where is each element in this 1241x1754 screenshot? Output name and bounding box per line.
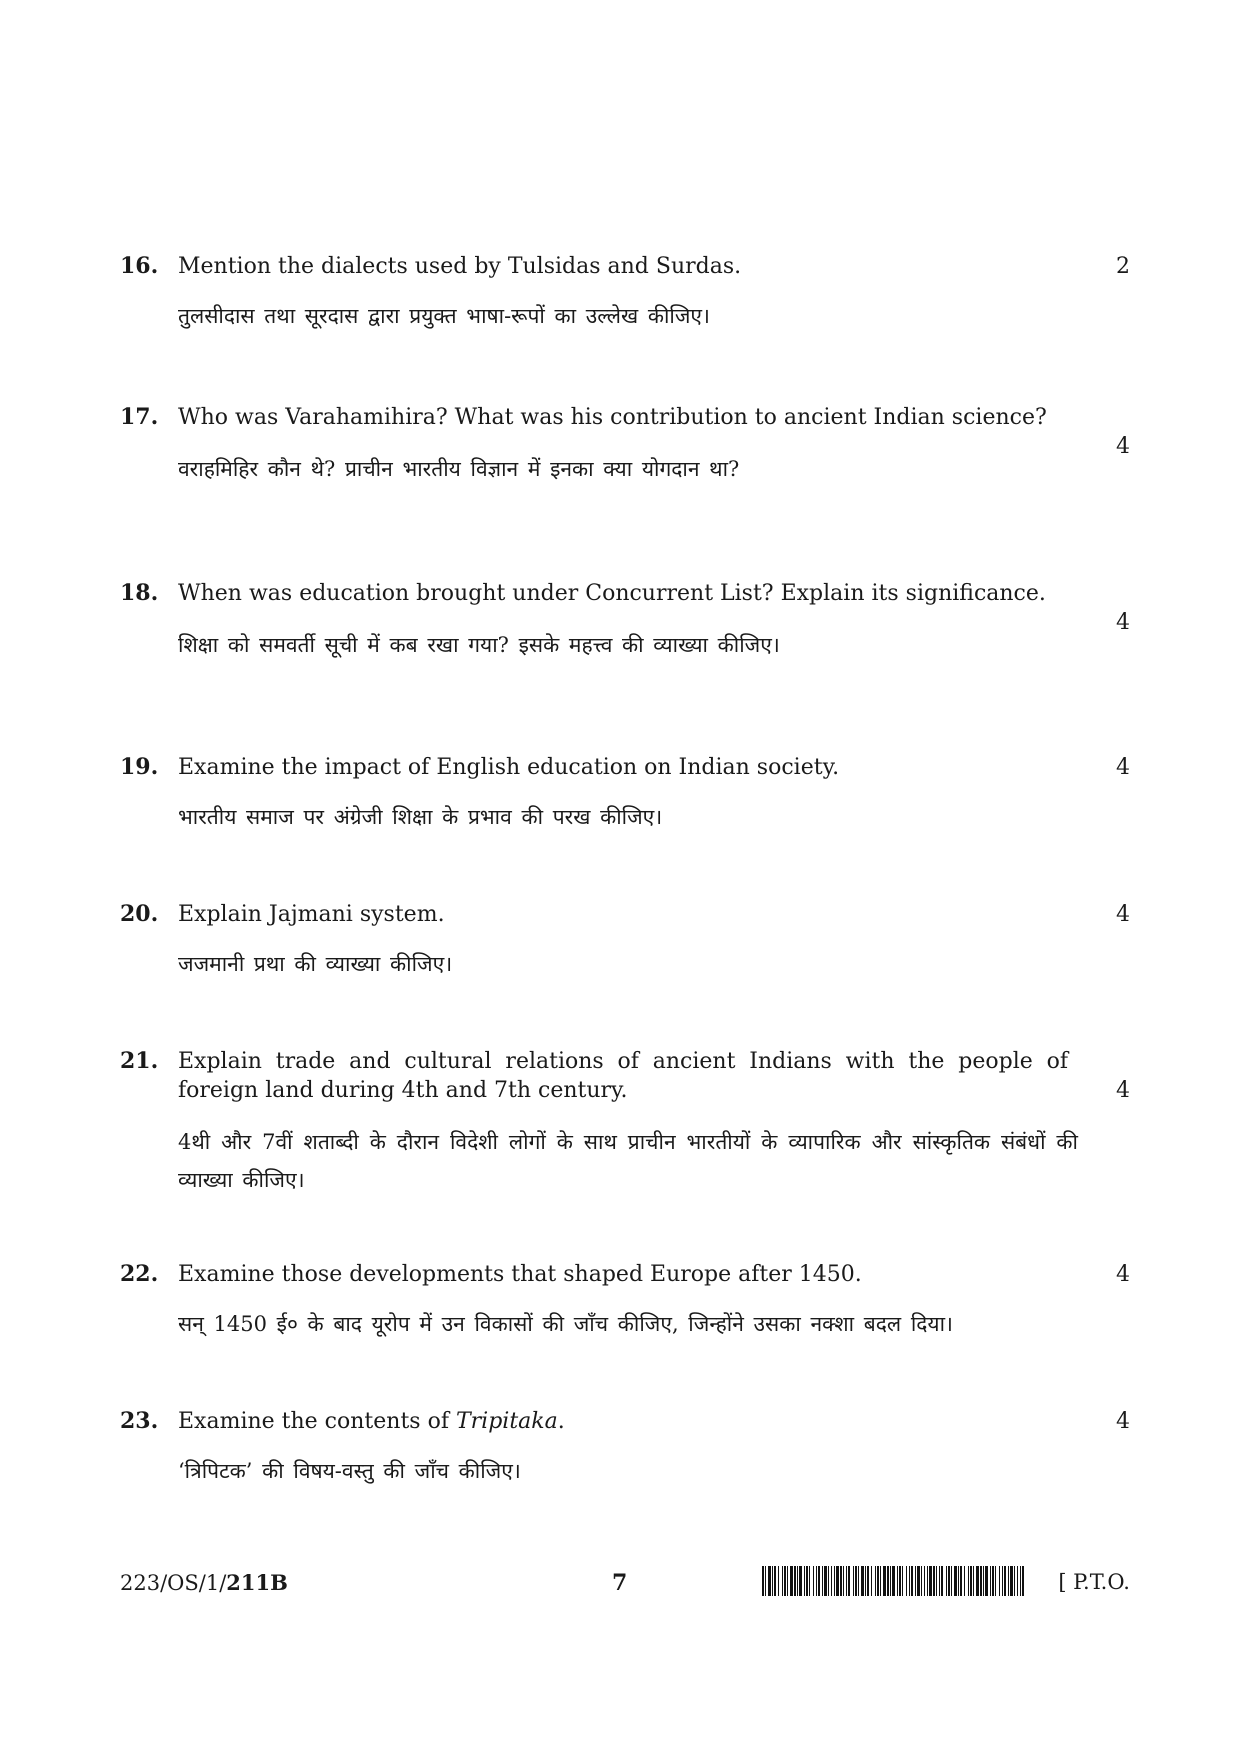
question-marks: 4 [1116, 610, 1130, 635]
question-number: 23. [120, 1408, 159, 1434]
question-16 [120, 252, 1130, 335]
question-20 [120, 900, 1130, 983]
question-text-english: Explain Jajmani system. [178, 902, 445, 927]
question-17 [120, 403, 1130, 488]
question-number: 16. [120, 253, 159, 279]
question-marks: 4 [1116, 1078, 1130, 1103]
question-text-suffix: . [557, 1409, 565, 1434]
question-marks: 2 [1116, 254, 1130, 279]
question-23 [120, 1407, 1130, 1490]
question-number: 18. [120, 580, 159, 606]
question-text-hindi: भारतीय समाज पर अंग्रेजी शिक्षा के प्रभाव की परख कीजिए। [178, 805, 663, 829]
question-text-hindi: सन् 1450 ई० के बाद यूरोप में उन विकासों की जाँच कीजिए, जिन्होंने उसका नक्शा बदल दिया। [178, 1312, 953, 1336]
question-text-english: When was education brought under Concurrent List? Explain its significance. [178, 581, 1046, 606]
question-22 [120, 1260, 1130, 1343]
question-text-english: Explain trade and cultural relations of ancient Indians with the people of foreign land during 4th and 7th century. [178, 1049, 1068, 1103]
paper-code-bold: 211B [226, 1570, 288, 1595]
question-number: 21. [120, 1048, 159, 1074]
question-number: 19. [120, 754, 159, 780]
question-text-hindi: शिक्षा को समवर्ती सूची में कब रखा गया? इसके महत्त्व की व्याख्या कीजिए। [178, 633, 780, 657]
question-text-hindi: जजमानी प्रथा की व्याख्या कीजिए। [178, 952, 453, 976]
question-text-hindi: वराहमिहिर कौन थे? प्राचीन भारतीय विज्ञान में इनका क्या योगदान था? [178, 457, 740, 481]
question-text-hindi: ‘त्रिपिटक’ की विषय-वस्तु की जाँच कीजिए। [178, 1459, 521, 1483]
page-footer [120, 1566, 1130, 1600]
paper-code [120, 1570, 288, 1595]
question-marks: 4 [1116, 434, 1130, 459]
question-19 [120, 753, 1130, 836]
page-number: 7 [612, 1570, 628, 1596]
question-21 [120, 1047, 1130, 1199]
question-text-english [178, 1407, 1068, 1436]
question-number: 20. [120, 901, 159, 927]
question-text-italic-term: Tripitaka [455, 1409, 558, 1434]
question-number: 22. [120, 1261, 159, 1287]
barcode-image [762, 1566, 1024, 1596]
question-marks: 4 [1116, 1262, 1130, 1287]
paper-code-prefix: 223/OS/1/ [120, 1571, 227, 1595]
question-text-english: Examine the impact of English education on Indian society. [178, 755, 840, 780]
pto-label: [ P.T.O. [1058, 1570, 1130, 1594]
question-marks: 4 [1116, 755, 1130, 780]
question-number: 17. [120, 404, 159, 430]
question-18 [120, 579, 1130, 664]
question-text-hindi: 4थी और 7वीं शताब्दी के दौरान विदेशी लोगों के साथ प्राचीन भारतीयों के व्यापारिक और सांस्कृतिक संबंधों की व्याख्या कीजिए। [178, 1130, 1078, 1192]
question-text-hindi: तुलसीदास तथा सूरदास द्वारा प्रयुक्त भाषा-रूपों का उल्लेख कीजिए। [178, 304, 711, 328]
question-text-english: Who was Varahamihira? What was his contribution to ancient Indian science? [178, 405, 1047, 430]
question-text-prefix: Examine the contents of [178, 1409, 449, 1434]
question-text-english: Examine those developments that shaped Europe after 1450. [178, 1262, 862, 1287]
question-text-english: Mention the dialects used by Tulsidas and Surdas. [178, 254, 742, 279]
question-marks: 4 [1116, 902, 1130, 927]
question-marks: 4 [1116, 1409, 1130, 1434]
